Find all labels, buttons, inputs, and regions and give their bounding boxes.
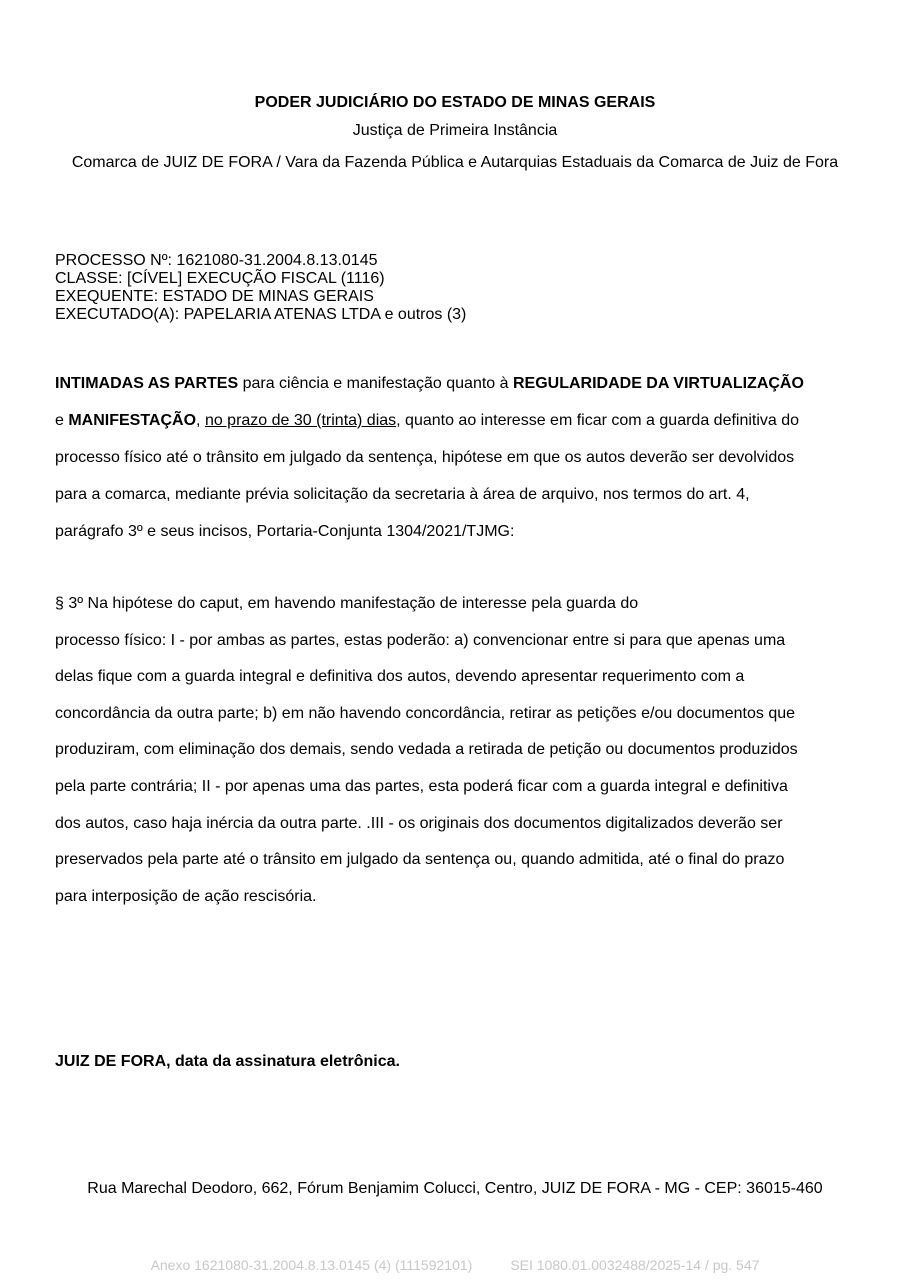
intimation-paragraph — [55, 365, 855, 550]
signature-line: JUIZ DE FORA, data da assinatura eletrônica. — [55, 1053, 400, 1070]
footer-anexo: Anexo 1621080-31.2004.8.13.0145 (4) (111592101) — [150, 1257, 473, 1273]
intimation-text: , — [196, 412, 205, 429]
paragraph-line: processo físico: I - por ambas as partes, estas poderão: a) convencionar entre si para que apenas uma — [55, 631, 786, 649]
paragraph-line: concordância da outra parte; b) em não havendo concordância, retirar as petições e/ou documentos que — [55, 704, 796, 722]
paragraph-line: § 3º Na hipótese do caput, em havendo manifestação de interesse pela guarda do — [55, 595, 639, 612]
intimation-line: parágrafo 3º e seus incisos, Portaria-Conjunta 1304/2021/TJMG: — [55, 523, 515, 540]
court-title: PODER JUDICIÁRIO DO ESTADO DE MINAS GERAIS — [254, 94, 656, 111]
paragraph-line: delas fique com a guarda integral e definitiva dos autos, devendo apresentar requerimento com a — [55, 668, 745, 686]
intimation-line: processo físico até o trânsito em julgado da sentença, hipótese em que os autos deverão ser devolvidos — [55, 449, 795, 466]
intimation-line: para a comarca, mediante prévia solicitação da secretaria à área de arquivo, nos termos do art. 4, — [55, 486, 750, 503]
process-class: CLASSE: [CÍVEL] EXECUÇÃO FISCAL (1116) — [55, 270, 385, 287]
process-executado: EXECUTADO(A): PAPELARIA ATENAS LTDA e outros (3) — [55, 306, 467, 323]
process-exequente: EXEQUENTE: ESTADO DE MINAS GERAIS — [55, 288, 374, 305]
paragraph-line: dos autos, caso haja inércia da outra parte. .III - os originais dos documentos digitalizados deverão ser — [55, 814, 783, 832]
paragraph-3-section — [55, 586, 855, 915]
intimation-text: e — [55, 412, 69, 429]
intimation-bold-manifestation: MANIFESTAÇÃO — [68, 412, 197, 429]
court-address: Rua Marechal Deodoro, 662, Fórum Benjamim Colucci, Centro, JUIZ DE FORA - MG - CEP: 36015-460 — [87, 1180, 823, 1197]
intimation-bold-regularity: REGULARIDADE DA VIRTUALIZAÇÃO — [512, 375, 804, 392]
paragraph-line: para interposição de ação rescisória. — [55, 887, 317, 905]
page-footer — [0, 1257, 910, 1273]
intimation-bold-parties: INTIMADAS AS PARTES — [55, 375, 239, 392]
process-number: PROCESSO Nº: 1621080-31.2004.8.13.0145 — [55, 252, 378, 269]
court-subtitle: Justiça de Primeira Instância — [352, 122, 558, 139]
deadline-underlined: no prazo de 30 (trinta) dias — [204, 412, 397, 429]
intimation-text: para ciência e manifestação quanto à — [238, 375, 513, 392]
comarca-line: Comarca de JUIZ DE FORA / Vara da Fazenda Pública e Autarquias Estaduais da Comarca de Juiz de Fora — [71, 154, 839, 171]
footer-sei-reference: SEI 1080.01.0032488/2025-14 / pg. 547 — [510, 1257, 760, 1273]
process-info — [55, 252, 466, 324]
paragraph-line: pela parte contrária; II - por apenas uma das partes, esta poderá ficar com a guarda integral e definitiva — [55, 777, 788, 795]
paragraph-line: produziram, com eliminação dos demais, sendo vedada a retirada de petição ou documentos produzidos — [55, 741, 798, 759]
paragraph-line: preservados pela parte até o trânsito em julgado da sentença ou, quando admitida, até o final do prazo — [55, 851, 785, 869]
intimation-text: , quanto ao interesse em ficar com a guarda definitiva do — [396, 412, 800, 429]
